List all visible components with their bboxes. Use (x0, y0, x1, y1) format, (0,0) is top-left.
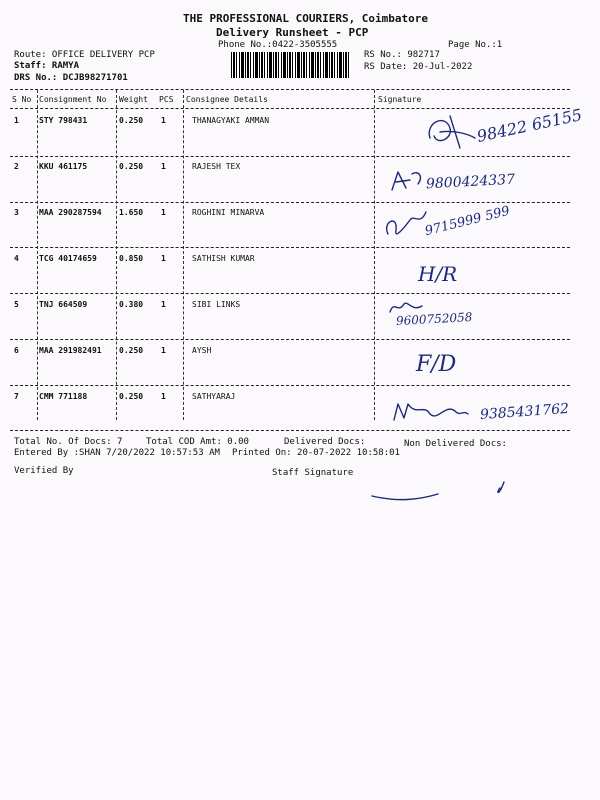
row-rule (10, 385, 570, 386)
row-consignment: KKU 461175 (39, 162, 88, 171)
rs-date: RS Date: 20-Jul-2022 (364, 62, 473, 72)
column-divider (37, 90, 38, 420)
row-consignee: SATHYARAJ (192, 392, 236, 401)
total-docs: Total No. Of Docs: 7 (14, 437, 123, 447)
company-name: THE PROFESSIONAL COURIERS, Coimbatore (183, 12, 429, 25)
column-divider (374, 90, 375, 420)
row-sno: 3 (14, 208, 19, 217)
page-number: Page No.:1 (448, 40, 503, 50)
entered-by: Entered By :SHAN 7/20/2022 10:57:53 AM (14, 448, 220, 458)
row-consignee: THANAGYAKI AMMAN (192, 116, 270, 125)
row-sno: 2 (14, 162, 19, 171)
non-delivered-docs: Non Delivered Docs: (404, 439, 507, 449)
row-consignment: TCG 40174659 (39, 254, 97, 263)
row-consignee: SATHISH KUMAR (192, 254, 255, 263)
row-consignment: TNJ 664509 (39, 300, 88, 309)
printed-on: Printed On: 20-07-2022 10:58:01 (232, 448, 400, 458)
header-consignee: Consignee Details (186, 95, 268, 104)
signature-note-3: 9715999 599 (423, 203, 512, 240)
row-pcs: 1 (161, 208, 166, 217)
row-rule (10, 339, 570, 340)
row-consignment: CMM 771188 (39, 392, 88, 401)
header-sno: S No (12, 95, 32, 104)
row-consignment: MAA 290287594 (39, 208, 102, 217)
signature-note-1: 98422 65155 (475, 105, 584, 146)
row-pcs: 1 (161, 346, 166, 355)
document-title: Delivery Runsheet - PCP (216, 26, 369, 39)
route: Route: OFFICE DELIVERY PCP (14, 50, 155, 60)
row-consignee: AYSH (192, 346, 212, 355)
signature-note-2: 9800424337 (425, 171, 516, 193)
row-rule (10, 247, 570, 248)
row-weight: 0.250 (119, 116, 144, 125)
row-sno: 7 (14, 392, 19, 401)
row-consignee: ROGHINI MINARVA (192, 208, 265, 217)
row-pcs: 1 (161, 116, 166, 125)
table-bottom-rule (10, 430, 570, 431)
row-pcs: 1 (161, 162, 166, 171)
row-rule (10, 156, 570, 157)
signature-note-5: 9600752058 (395, 310, 473, 328)
verified-by: Verified By (14, 466, 74, 476)
signature-note-7: 9385431762 (479, 400, 570, 424)
staff-signature-label: Staff Signature (272, 468, 354, 478)
row-sno: 1 (14, 116, 19, 125)
staff-signature-stroke (368, 478, 518, 508)
header-weight: Weight (119, 95, 148, 104)
drs-number: DRS No.: DCJB98271701 (14, 73, 128, 83)
row-sno: 4 (14, 254, 19, 263)
signature-2 (388, 166, 428, 196)
row-consignee: SIBI LINKS (192, 300, 241, 309)
delivered-docs: Delivered Docs: (284, 437, 366, 447)
row-weight: 0.250 (119, 392, 144, 401)
row-weight: 0.250 (119, 346, 144, 355)
row-rule (10, 293, 570, 294)
row-pcs: 1 (161, 392, 166, 401)
row-weight: 0.250 (119, 162, 144, 171)
row-pcs: 1 (161, 254, 166, 263)
total-cod: Total COD Amt: 0.00 (146, 437, 249, 447)
signature-7 (390, 398, 470, 428)
row-consignment: STY 798431 (39, 116, 88, 125)
column-divider (183, 90, 184, 420)
header-signature: Signature (378, 95, 422, 104)
header-rule (10, 108, 570, 109)
staff: Staff: RAMYA (14, 61, 80, 71)
row-sno: 5 (14, 300, 19, 309)
row-consignee: RAJESH TEX (192, 162, 241, 171)
row-pcs: 1 (161, 300, 166, 309)
row-rule (10, 202, 570, 203)
column-divider (116, 90, 117, 420)
row-weight: 0.850 (119, 254, 144, 263)
signature-note-4: H/R (418, 262, 458, 286)
rs-number: RS No.: 982717 (364, 50, 440, 60)
row-sno: 6 (14, 346, 19, 355)
row-weight: 1.650 (119, 208, 144, 217)
phone-number: Phone No.:0422-3505555 (218, 40, 338, 50)
signature-1 (420, 108, 480, 158)
header-consignment: Consignment No (39, 95, 107, 104)
signature-note-6: F/D (416, 352, 457, 377)
header-pcs: PCS (159, 95, 174, 104)
row-consignment: MAA 291982491 (39, 346, 102, 355)
barcode (231, 52, 351, 78)
table-top-rule (10, 89, 570, 90)
row-weight: 0.380 (119, 300, 144, 309)
